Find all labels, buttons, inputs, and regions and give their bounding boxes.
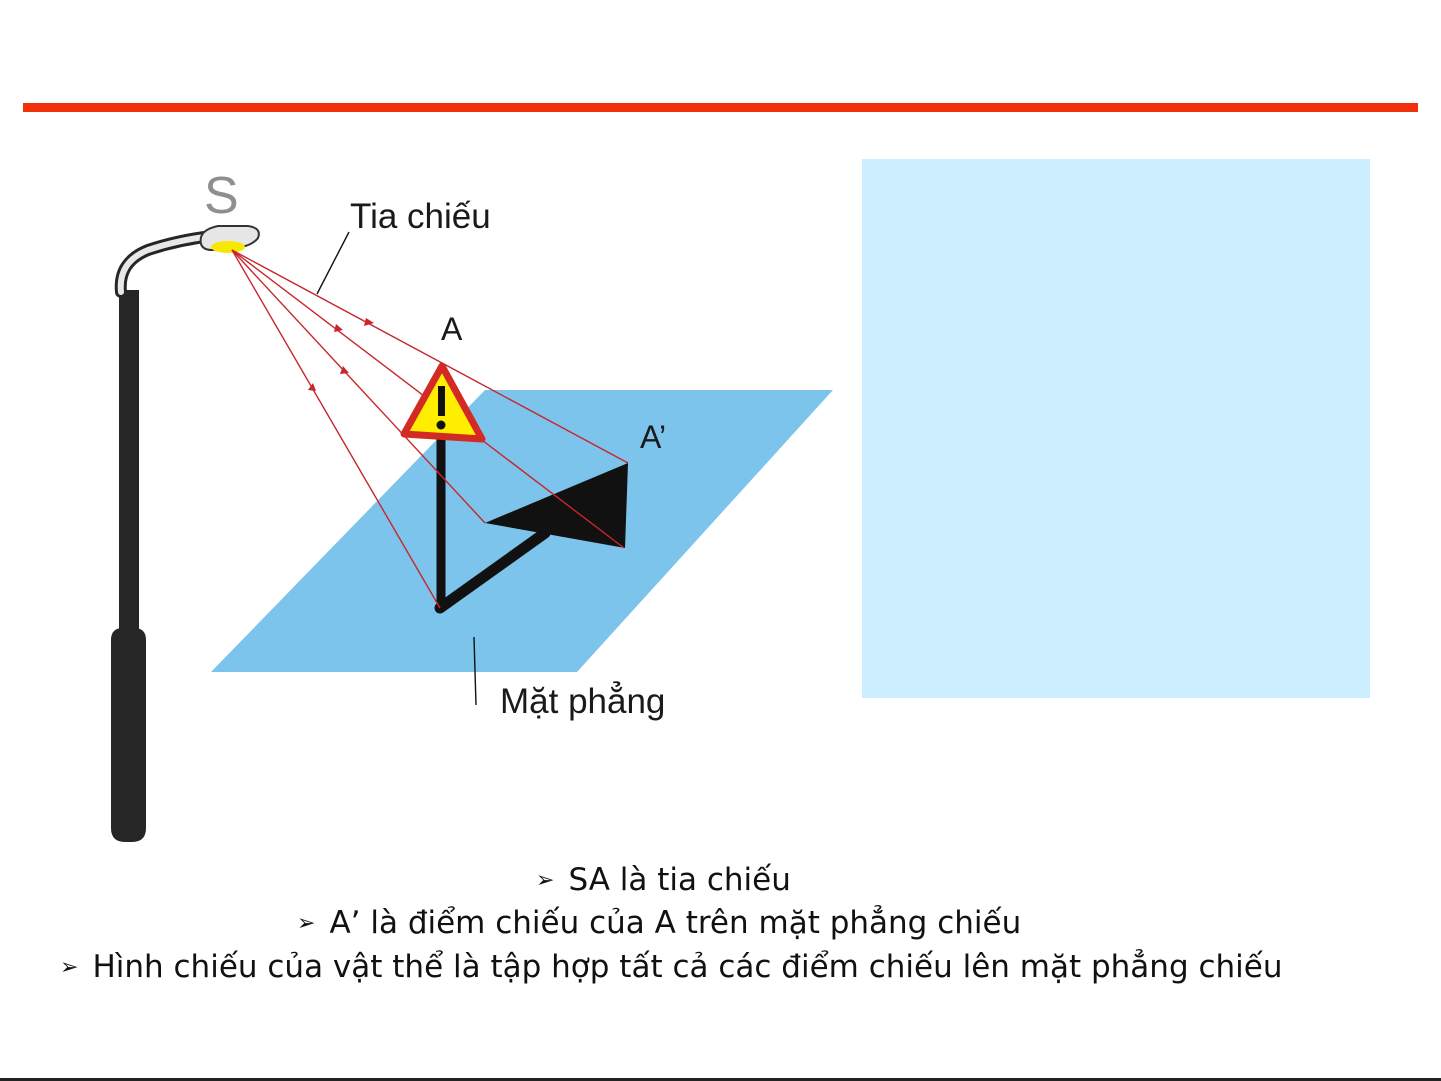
point-a-label: A: [441, 311, 463, 347]
plane-label: Mặt phẳng: [500, 682, 666, 721]
ray-label: Tia chiếu: [350, 197, 491, 236]
arrowhead-bullet-icon: ➢: [536, 868, 555, 893]
arrowhead-bullet-icon: ➢: [297, 911, 316, 936]
blank-panel: [862, 159, 1370, 698]
street-lamp-icon: [111, 226, 259, 842]
bullet-text: SA là tia chiếu: [568, 862, 791, 898]
source-label: S: [204, 167, 239, 225]
bullet-item: [297, 903, 1021, 944]
projection-point-label: A’: [640, 419, 667, 455]
bullet-item: [536, 860, 791, 901]
arrowhead-bullet-icon: ➢: [60, 955, 79, 980]
bullet-text: Hình chiếu của vật thể là tập hợp tất cả các điểm chiếu lên mặt phẳng chiếu: [92, 949, 1283, 985]
warning-sign: [404, 366, 482, 439]
bullet-text: A’ là điểm chiếu của A trên mặt phẳng chiếu: [329, 905, 1022, 941]
bullet-item: [60, 947, 1283, 988]
ray-direction-arrows: [308, 318, 374, 391]
ray-label-leader: [317, 232, 349, 294]
projection-plane: [211, 390, 833, 672]
